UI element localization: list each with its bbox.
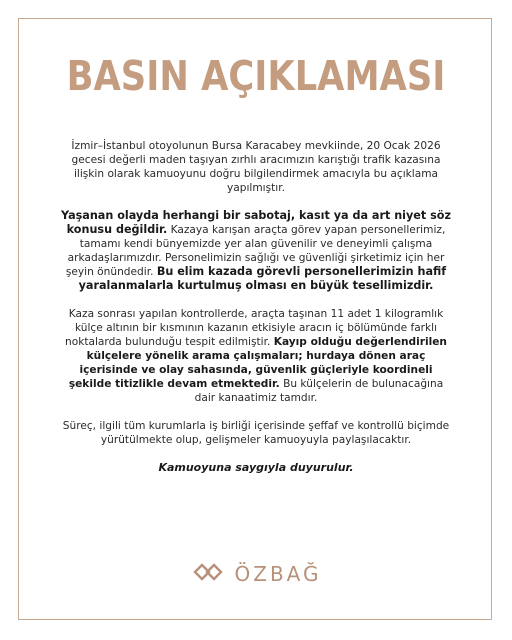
confidence-text: Bu külçelerin de bulunacağına dair kanaatimiz tamdır. (194, 378, 444, 404)
gold-findings-text: Kaza sonrası yapılan kontrollerde, araçta taşınan 11 adet 1 kilogramlık külçe altının bir kısmının kazanın etkisiyle aracın iç bölümünde farklı noktalarda bulunduğu tespit edilmiştir. (65, 308, 444, 348)
statement-body (60, 139, 452, 489)
consolation-statement: Bu elim kazada görevli personellerimizin hafif yaralanmalarla kurtulmuş olması en büyük tesellimizdir. (78, 265, 447, 292)
paragraph-intro: İzmir–İstanbul otoyolunun Bursa Karacabey mevkiinde, 20 Ocak 2026 gecesi değerli maden taşıyan zırhlı aracımızın karıştığı trafik kazasına ilişkin olarak kamuoyunu doğru bilgilendirmek amacıyla bu açıklama yapılmıştır. (71, 140, 441, 194)
logo-mark-icon (191, 561, 225, 587)
signoff: Kamuoyuna saygıyla duyurulur. (158, 461, 354, 474)
paragraph-process: Süreç, ilgili tüm kurumlarla iş birliği içerisinde şeffaf ve kontrollü biçimde yürütülmekte olup, gelişmeler kamuoyuyla paylaşılacaktır. (62, 420, 450, 446)
paragraph-gold (60, 307, 452, 405)
sabotage-statement: Yaşanan olayda herhangi bir sabotaj, kasıt ya da art niyet söz konusu değildir. (61, 209, 451, 236)
page-title: BASIN AÇIKLAMASI (66, 52, 446, 100)
search-operations-statement: Kayıp olduğu değerlendirilen külçelere yönelik arama çalışmaları; hurdaya dönen araç içerisinde ve olay sahasında, güvenlik güçleriyle koordineli şekilde titizlikle devam etmektedir. (68, 336, 447, 390)
personnel-text: Kazaya karışan araçta görev yapan personellerimiz, tamamı kendi bünyemizde yer alan güvenilir ve deneyimli çalışma arkadaşlarımızdır. Personelimizin sağlığı ve güvenliği şirketimiz için her şeyin önündedir. (65, 224, 446, 278)
paragraph-sabotage (60, 209, 452, 293)
company-logo (0, 561, 512, 587)
logo-wordmark: ÖZBAĞ (234, 562, 322, 586)
